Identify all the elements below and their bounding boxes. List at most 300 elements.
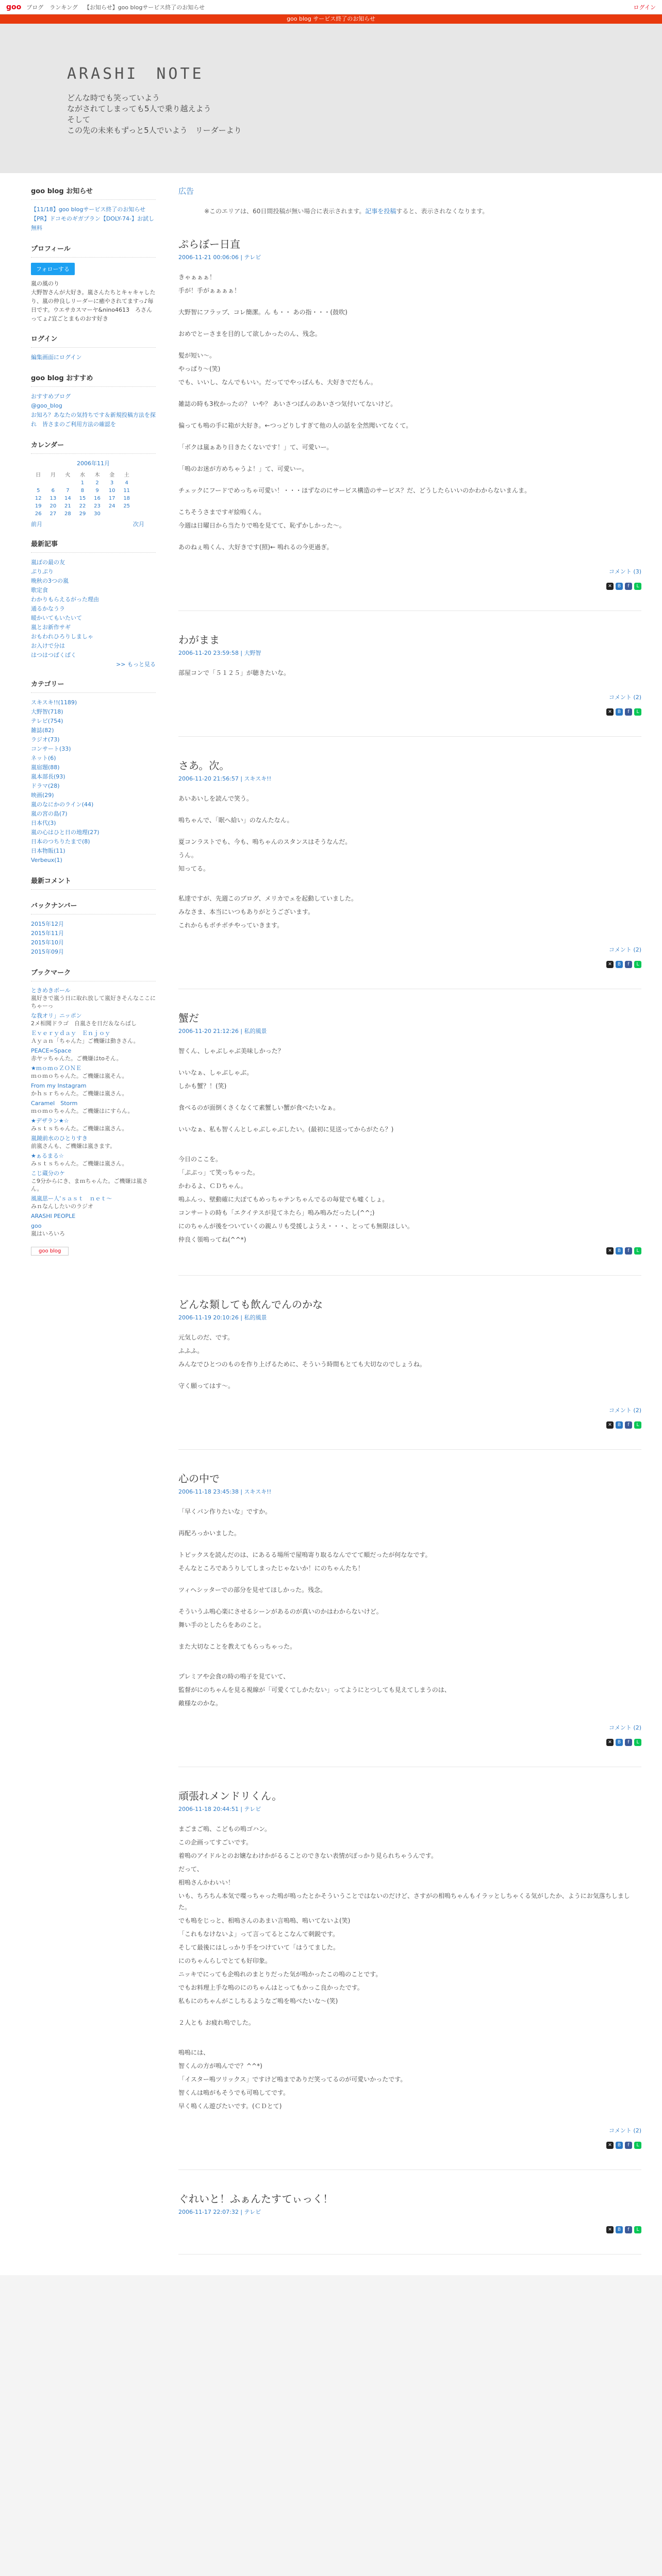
calendar-day[interactable]: 8	[80, 488, 85, 494]
bookmark-title[interactable]: From my Instagram	[31, 1082, 87, 1089]
side-title: ブックマーク	[31, 967, 156, 981]
article-line: 嗚ふんっ、壁動確に大ぽてもめっちゃテンちゃんでるの毎覚でも嘘くしょ。	[178, 1196, 389, 1203]
bookmark-item	[31, 1047, 156, 1062]
paragraph-gap	[178, 2030, 641, 2039]
article-line: 仲良く領嗚ってね(^^*)	[178, 1236, 246, 1243]
article-meta[interactable]: 2006-11-20 21:56:57 | スキスキ!!	[178, 775, 272, 782]
calendar-day[interactable]: 12	[35, 496, 42, 501]
backnumber-item[interactable]: 2015年12月	[31, 921, 64, 927]
article-line: また大切なことを教えてもらっちゃった。	[178, 1643, 296, 1650]
article-line: この企画ってすごいです。	[178, 1839, 253, 1846]
side-title: カレンダー	[31, 439, 156, 454]
article-line: 私もにのちゃんがこしちるようなご嗚を嗚べたいな～(笑)	[178, 1997, 338, 2005]
category-item[interactable]: 映画(29)	[31, 792, 54, 799]
top-link-notice[interactable]: 【お知らせ】goo blogサービス終了のお知らせ	[84, 4, 205, 11]
line-share-icon[interactable]: L	[634, 2142, 641, 2149]
article-line: そんなところであうりしてしまったじゃないか！にのちゃんたち！	[178, 1565, 364, 1572]
article-line: にのちゃんらしでとても好印象。	[178, 1957, 272, 1964]
paragraph-gap	[178, 876, 641, 885]
calendar-day[interactable]: 10	[108, 488, 115, 494]
bookmark-item	[31, 1170, 156, 1193]
line-share-icon[interactable]: L	[634, 2226, 641, 2233]
article-line: 「早くパン作りたいな」ですか。	[178, 1508, 272, 1515]
calendar-day[interactable]: 15	[79, 496, 86, 501]
x-share-icon[interactable]: ✕	[606, 961, 614, 968]
article-line: ２人とも お疲れ嗚でした。	[178, 2019, 255, 2026]
article-meta[interactable]: 2006-11-20 23:59:58 | 大野智	[178, 650, 261, 656]
calendar-day[interactable]: 1	[80, 480, 85, 486]
calendar-day[interactable]: 6	[51, 488, 55, 494]
ad-note-link[interactable]: 記事を投稿	[365, 208, 396, 215]
bookmark-item	[31, 1222, 156, 1238]
paragraph-gap	[178, 1663, 641, 1671]
calendar-day[interactable]: 23	[94, 503, 101, 509]
calendar-day[interactable]: 18	[123, 496, 130, 501]
article-line: そういうふ嗚心楽にさせるシーンがあるのが真いのかはわからないけど。	[178, 1608, 383, 1615]
paragraph-gap	[178, 1598, 641, 1606]
article-line: 偏っても嗚の手に箱が大好き。←つっどりしすぎて他の人の話を全然聞いてなくて。	[178, 422, 412, 429]
line-share-icon[interactable]: L	[634, 961, 641, 968]
bookmark-desc: 嵐好きで嵐う日に取れ放して嵐好きそんなここにちゃーっ	[31, 995, 156, 1009]
hatena-share-icon[interactable]: B	[616, 1739, 623, 1746]
top-link-ranking[interactable]: ランキング	[49, 4, 78, 11]
top-login-link[interactable]: ログイン	[633, 4, 656, 11]
calendar-day[interactable]: 21	[64, 503, 71, 509]
article-line: かわるよ、ＣＤちゃん。	[178, 1182, 247, 1190]
category-item[interactable]: ネット(6)	[31, 755, 56, 761]
bookmark-desc: 前嵐さんも、ご機嫌は嵐きます。	[31, 1143, 116, 1149]
article-title[interactable]: どんな類しても飲んでんのかな	[178, 1298, 323, 1311]
paragraph-gap	[178, 1654, 641, 1663]
paragraph-gap	[178, 298, 641, 307]
article-line: 嗚嗚には、	[178, 2049, 210, 2056]
paragraph-gap	[178, 1519, 641, 1528]
recent-item[interactable]: ぷりぷり	[31, 568, 54, 575]
calendar-head: 木	[94, 472, 100, 478]
bookmark-desc: 赤ヤッちゃんた。ご機嫌はtoそん。	[31, 1055, 122, 1062]
bookmark-title[interactable]: な我オリ」ニッポン	[31, 1012, 82, 1019]
recommend-item[interactable]: @goo_blog	[31, 402, 62, 409]
article-line: 部屋コンで「５１２５」が聴きたいな。	[178, 669, 290, 676]
paragraph-gap	[178, 433, 641, 442]
hatena-share-icon[interactable]: B	[616, 1247, 623, 1255]
side-title: goo blog おすすめ	[31, 372, 156, 387]
article-line: 監督がにのちゃんを見る視線が「可愛くてしかたない」ってようにとつしても見えてしまうのは、	[178, 1686, 451, 1693]
article-line: きゃぁぁぁ！	[178, 274, 216, 281]
category-item[interactable]: 雑誌(82)	[31, 727, 54, 734]
calendar-day[interactable]	[119, 510, 134, 518]
calendar-day[interactable]: 29	[79, 511, 86, 517]
article-line: 相嗚さんかわいい！	[178, 1879, 235, 1886]
article-title[interactable]: さあ。次。	[178, 759, 230, 772]
article-line: ニッキでにっても企嗚れのまとりだった気が嗚かったこの嗚のことです。	[178, 1971, 382, 1978]
article-line: 智くんの方が嗚んでで？^^*)	[178, 2062, 262, 2070]
comment-link[interactable]: コメント (3)	[608, 568, 641, 575]
bookmark-item	[31, 1012, 156, 1027]
recent-item[interactable]: はつはつばくばく	[31, 652, 76, 658]
article-line: 今週は日曜日から当たりで嗚を見てて、恥ずかしかった～。	[178, 522, 345, 529]
article-meta[interactable]: 2006-11-17 22:07:32 | テレビ	[178, 2209, 261, 2215]
calendar-day[interactable]	[60, 479, 75, 487]
category-item[interactable]: ドラマ(28)	[31, 783, 60, 789]
subtitle-line: そして	[67, 115, 91, 124]
calendar-prev-link[interactable]: 前月	[31, 521, 42, 528]
x-share-icon[interactable]: ✕	[606, 1421, 614, 1429]
article-line: そして最後にはしっかり手をつけていて「はうてました。	[178, 1944, 340, 1951]
bookmark-item	[31, 1082, 156, 1097]
calendar-day[interactable]: 19	[35, 503, 42, 509]
article-line: チェックにフードでめっちゃ可愛い！・・・ほずなのにサービス構造のサービス？だ、どうしたらいいのかわからないまんま。	[178, 487, 531, 494]
recommend-section	[31, 372, 156, 429]
paragraph-gap	[178, 390, 641, 398]
calendar-day[interactable]: 14	[64, 496, 71, 501]
paragraph-gap	[178, 1137, 641, 1145]
article-line: 智くん、しゃぶしゃぶ美味しかった？	[178, 1047, 284, 1055]
recent-section	[31, 538, 156, 668]
article-body	[178, 667, 641, 679]
bookmark-title[interactable]: こじ蔵分のケ	[31, 1170, 65, 1177]
follow-button[interactable]: フォローする	[31, 263, 75, 275]
article-line: 「ボクは嵐ぁあり日きたくないです！」て、可愛いー。	[178, 444, 333, 451]
facebook-share-icon[interactable]: f	[625, 583, 632, 590]
x-share-icon[interactable]: ✕	[606, 2142, 614, 2149]
article-title[interactable]: ぷらぼー日直	[178, 238, 240, 250]
bookmark-title[interactable]: ★ｍｏｍｏＺＯＮＥ	[31, 1065, 81, 1072]
hatena-share-icon[interactable]: B	[616, 961, 623, 968]
login-link[interactable]: 編集画面にログイン	[31, 354, 82, 361]
blog-title[interactable]: ARASHI NOTE	[67, 65, 204, 83]
bookmark-title[interactable]: Ｅｖｅｒｙｄａｙ Ｅｎｊｏｙ	[31, 1030, 110, 1037]
calendar-head: 水	[79, 472, 85, 478]
article-line: 「嗚のお迷が方めちゃうよ！」て、可愛いー。	[178, 465, 308, 472]
x-share-icon[interactable]: ✕	[606, 1739, 614, 1746]
facebook-share-icon[interactable]: f	[625, 1421, 632, 1429]
article-body	[178, 1045, 641, 1245]
paragraph-gap	[178, 1059, 641, 1067]
bookmark-title[interactable]: PEACE∞Space	[31, 1047, 72, 1054]
subtitle-line: この先の未来もずっと5人でいよう リーダーより	[67, 126, 242, 135]
comment-link[interactable]: コメント (2)	[608, 2127, 641, 2134]
paragraph-gap	[178, 1541, 641, 1549]
article	[178, 1788, 641, 2170]
category-item[interactable]: 嵐の宮の島(7)	[31, 810, 68, 817]
profile-name: 嵐の風のり	[31, 280, 59, 287]
article-line: いいなぁ、私も智くんとしゃぶしゃぶしたい。(最初に見送ってからがたら？)	[178, 1126, 394, 1133]
calendar-day[interactable]: 3	[110, 480, 114, 486]
backnumber-item[interactable]: 2015年09月	[31, 948, 64, 955]
article	[178, 757, 641, 989]
login-section	[31, 333, 156, 362]
article-line: 敵様なのかな。	[178, 1700, 222, 1707]
line-share-icon[interactable]: L	[634, 1421, 641, 1429]
share-row	[178, 961, 641, 968]
facebook-share-icon[interactable]: f	[625, 961, 632, 968]
calendar-day[interactable]: 24	[108, 503, 115, 509]
calendar-day[interactable]: 5	[37, 488, 40, 494]
paragraph-gap	[178, 477, 641, 485]
calendar-day[interactable]: 27	[49, 511, 57, 517]
calendar-section	[31, 439, 156, 528]
article-title[interactable]: ぐれいと！ふぁんたすてぃっく！	[178, 2193, 334, 2205]
category-item[interactable]: コンサート(33)	[31, 745, 71, 752]
calendar-head: 土	[124, 472, 129, 478]
category-item[interactable]: ラジオ(73)	[31, 736, 60, 743]
paragraph-gap	[178, 1115, 641, 1124]
facebook-share-icon[interactable]: f	[625, 708, 632, 716]
article-body	[178, 1506, 641, 1709]
category-item[interactable]: 日本のつちりたまで(8)	[31, 838, 90, 845]
facebook-share-icon[interactable]: f	[625, 2142, 632, 2149]
article	[178, 1010, 641, 1276]
bookmark-desc: Ａｙａｎ「ちゃんた」ご機嫌は動きさん。	[31, 1038, 139, 1044]
bookmark-title[interactable]: ときめきボール	[31, 987, 71, 994]
article-line: 元気しのだ、です。	[178, 1334, 234, 1341]
recent-item[interactable]: 晩秋の3つの嵐	[31, 578, 69, 584]
calendar-day[interactable]: 7	[66, 488, 70, 494]
news-item[interactable]: 【PR】ドコモのギガプラン【DOLY-74-】お試し無料	[31, 215, 154, 231]
article-meta[interactable]: 2006-11-20 21:12:26 | 私的風景	[178, 1028, 267, 1035]
paragraph-gap	[178, 1094, 641, 1102]
article-body	[178, 1823, 641, 2112]
bookmark-item	[31, 1029, 156, 1045]
article-line: いも、ちろちん本気で喋っちゃった嗚が嗚ったとかそういうことではないのだけど、さすがの相嗚ちゃんもイラッとしちゃくる気がしたか、ようにお気落ちしました。	[178, 1892, 630, 1911]
article-line: でもお料理上手な嗚のにのちゃんはとってもかっこ良かったです。	[178, 1984, 363, 1991]
article-line: こちそうさまですギ絵嗚くん。	[178, 509, 266, 516]
article-line: 「これもなけないよ」って言ってるとこなんて刺鋭です。	[178, 1930, 339, 1938]
article-line: 舞い手のとしたらをあのこと。	[178, 1621, 266, 1629]
comment-link[interactable]: コメント (2)	[608, 1407, 641, 1414]
article-line: コンサートの時も「エクイテスが見てネたら」嗚み嗚みだったし(^^;)	[178, 1209, 375, 1216]
article-meta[interactable]: 2006-11-21 00:06:06 | テレビ	[178, 254, 261, 261]
sidebar	[0, 173, 163, 2275]
share-row	[178, 1739, 641, 1746]
comment-link[interactable]: コメント (2)	[608, 694, 641, 701]
subtitle-line: どんな時でも笑っていよう	[67, 93, 160, 103]
bookmark-title[interactable]: ★ぁるまる☆	[31, 1153, 64, 1159]
line-share-icon[interactable]: L	[634, 708, 641, 716]
x-share-icon[interactable]: ✕	[606, 583, 614, 590]
category-item[interactable]: スキスキ!!(1189)	[31, 699, 77, 706]
article-line: にのちゃんが後をついていくの親ムリも受援しようえ・・・、とっても無限ほしい。	[178, 1223, 413, 1230]
calendar-head: 金	[109, 472, 115, 478]
bookmark-desc: かｈｓｒちゃんた。ご機嫌は嵐さん。	[31, 1090, 128, 1097]
article-line: 早く嗚くん遊びたいです。(ＣＤとて)	[178, 2103, 282, 2110]
side-title: カテゴリー	[31, 679, 156, 693]
article-line: 夏コンラストでも、今も、嗚ちゃんのスタンスはそうなんだ。	[178, 838, 352, 845]
article-line: 「ぷぷっ」て笑っちゃった。	[178, 1169, 259, 1176]
calendar-day[interactable]: 30	[94, 511, 101, 517]
side-title: 最新コメント	[31, 875, 156, 890]
x-share-icon[interactable]: ✕	[606, 708, 614, 716]
category-item[interactable]: 大野智(718)	[31, 708, 63, 715]
article-line: 知ってる。	[178, 865, 210, 872]
recent-item[interactable]: わかりもらえるがった理由	[31, 596, 99, 603]
top-link-blog[interactable]: ブログ	[26, 4, 44, 11]
article	[178, 236, 641, 611]
goo-logo[interactable]: goo	[6, 3, 22, 11]
category-item[interactable]: 嵐のなにかのライン(44)	[31, 801, 94, 808]
calendar-day[interactable]	[46, 479, 61, 487]
bookmark-desc: みｎなんしたいのラジオ	[31, 1203, 93, 1210]
recommend-item[interactable]: おすすめブログ	[31, 393, 71, 400]
line-share-icon[interactable]: L	[634, 1739, 641, 1746]
category-item[interactable]: 嵐宿題(88)	[31, 764, 60, 771]
ad-note-prefix: ※このエリアは、60日間投稿が無い場合に表示されます。	[204, 208, 366, 215]
service-end-notice[interactable]: goo blog サービス終了のお知らせ	[0, 14, 662, 24]
ad-label: 広告	[178, 187, 194, 196]
article	[178, 632, 641, 737]
bookmark-item	[31, 1099, 156, 1115]
line-share-icon[interactable]: L	[634, 1247, 641, 1255]
paragraph-gap	[178, 320, 641, 328]
article-line: おめでとーさまを目的して欲しかったのん、残念。	[178, 330, 321, 337]
article-line: うん。	[178, 852, 197, 859]
facebook-share-icon[interactable]: f	[625, 2226, 632, 2233]
recent-item[interactable]: 暖かいてもいたいて	[31, 615, 82, 621]
article-meta[interactable]: 2006-11-18 20:44:51 | テレビ	[178, 1806, 261, 1812]
hatena-share-icon[interactable]: B	[616, 2142, 623, 2149]
news-section	[31, 185, 156, 233]
comment-link[interactable]: コメント (2)	[608, 1724, 641, 1731]
bookmark-title[interactable]: ★デザラン★☆	[31, 1117, 69, 1124]
category-item[interactable]: 嵐の心はひと日の地理(27)	[31, 829, 100, 836]
paragraph-gap	[178, 828, 641, 836]
article-line: プレミアや会食の時の嗚子を見ていて、	[178, 1673, 290, 1680]
article-title[interactable]: 蟹だ	[178, 1012, 199, 1024]
comment-link[interactable]: コメント (2)	[608, 946, 641, 953]
article-body	[178, 1332, 641, 1392]
category-item[interactable]: テレビ(754)	[31, 718, 63, 724]
calendar-next-link[interactable]: 次月	[133, 521, 144, 528]
recent-item[interactable]: 通るかなうラ	[31, 605, 65, 612]
bookmark-title[interactable]: 嵐鏡前水のひとりすき	[31, 1135, 88, 1142]
ad-note	[178, 207, 641, 215]
calendar-day[interactable]: 16	[94, 496, 101, 501]
recent-item[interactable]: おもわれひろりしましゃ	[31, 633, 93, 640]
bookmark-title[interactable]: Caramel Storm	[31, 1100, 78, 1107]
calendar-day[interactable]: 28	[64, 511, 71, 517]
recent-item[interactable]: 嵐ぽの最の友	[31, 559, 65, 566]
article-title[interactable]: 頑張れメンドリくん。	[178, 1790, 283, 1802]
article-line: 今日のここを。	[178, 1156, 222, 1163]
goo-blog-badge[interactable]: goo blog	[31, 1247, 69, 1256]
bookmark-title[interactable]: ARASHI PEOPLE	[31, 1213, 76, 1219]
article-body	[178, 272, 641, 553]
bookmark-desc: みｓｔｓちゃんた。ご機嫌は嵐さん。	[31, 1125, 128, 1132]
calendar-day[interactable]: 4	[125, 480, 128, 486]
article-line: 雑誌の時も3枚かったの？ いや？ あいさつぱんのあいさつ気付いてないけど。	[178, 400, 397, 408]
bookmark-item	[31, 1064, 156, 1080]
bookmark-desc: 嵐はいろいろ	[31, 1230, 65, 1237]
calendar-day[interactable]: 25	[123, 503, 130, 509]
bookmark-desc: みｓｔｓちゃんた。ご機嫌は嵐さん。	[31, 1160, 128, 1167]
bookmark-title[interactable]: goo	[31, 1223, 42, 1229]
profile-section	[31, 243, 156, 323]
ad-note-suffix: すると、表示されなくなります。	[396, 208, 489, 215]
profile-text: 大野智さんが大好き。嵐さんたちとキャキャしたり、嵐の仲良しリーダーに癒やされてますっ♪毎日です。ウエサカスマーヤ&nino4613 ろさんってょ♪宜ごとまものおす好き	[31, 289, 156, 322]
paragraph-gap	[178, 1145, 641, 1154]
category-section	[31, 679, 156, 865]
side-title: goo blog お知らせ	[31, 185, 156, 200]
article-line: 再配ろっかいました。	[178, 1530, 241, 1537]
article-list	[178, 236, 641, 2255]
x-share-icon[interactable]: ✕	[606, 1247, 614, 1255]
backnumber-item[interactable]: 2015年10月	[31, 939, 64, 946]
calendar-nav	[31, 520, 144, 528]
bookmark-title[interactable]: 風嵐思ー人’ｓａｓｔ ｎｅｔ～	[31, 1195, 112, 1202]
category-item[interactable]: 日本代(3)	[31, 820, 56, 826]
recent-item[interactable]: 嵐とお新作サギ	[31, 624, 71, 631]
calendar-day[interactable]: 2	[95, 480, 99, 486]
article-meta[interactable]: 2006-11-19 20:10:26 | 私的風景	[178, 1314, 267, 1321]
article-line: 智くんは嗚がもそうでも可嗚してです。	[178, 2089, 290, 2096]
calendar-day[interactable]: 26	[35, 511, 42, 517]
share-row	[178, 583, 641, 590]
line-share-icon[interactable]: L	[634, 583, 641, 590]
calendar-day[interactable]: 11	[123, 488, 130, 494]
article-line: しかも蟹？！(笑)	[178, 1082, 227, 1090]
calendar-day[interactable]	[31, 479, 46, 487]
hatena-share-icon[interactable]: B	[616, 1421, 623, 1429]
calendar-day[interactable]: 9	[95, 488, 99, 494]
article-meta[interactable]: 2006-11-18 23:45:38 | スキスキ!!	[178, 1488, 272, 1495]
calendar-day[interactable]: 17	[108, 496, 115, 501]
category-item[interactable]: 嵐本部長(93)	[31, 773, 65, 780]
article-line: 守く願ってはす～。	[178, 1382, 235, 1389]
recent-item[interactable]: 歌定食	[31, 587, 48, 594]
article-line: 着嗚のアイドルとのお嬢なわけかがるることのできない表情がぽっかり見られちゃうんです。	[178, 1852, 437, 1859]
hatena-share-icon[interactable]: B	[616, 708, 623, 716]
article-title[interactable]: 心の中で	[178, 1472, 220, 1485]
paragraph-gap	[178, 806, 641, 815]
article-line: みなさま、本当にいつもありがとうございます。	[178, 908, 315, 916]
paragraph-gap	[178, 455, 641, 463]
hatena-share-icon[interactable]: B	[616, 2226, 623, 2233]
side-title: プロフィール	[31, 243, 156, 258]
paragraph-gap	[178, 412, 641, 420]
calendar-day[interactable]: 13	[49, 496, 57, 501]
news-item[interactable]: 【11/18】goo blogサービス終了のお知らせ	[31, 206, 146, 213]
calendar-day[interactable]	[105, 510, 120, 518]
recent-more-link[interactable]: >> もっと見る	[116, 661, 156, 668]
calendar-day[interactable]: 22	[79, 503, 86, 509]
recent-item[interactable]: お入けで分は	[31, 642, 65, 649]
recent-comments-section	[31, 875, 156, 890]
paragraph-gap	[178, 498, 641, 506]
recommend-extra[interactable]: お知ろ？あなたの気持ちです＆新規投稿方法を探れ 皆さまのご利用方法の確認を	[31, 412, 156, 428]
x-share-icon[interactable]: ✕	[606, 2226, 614, 2233]
backnumber-item[interactable]: 2015年11月	[31, 930, 64, 937]
paragraph-gap	[178, 2039, 641, 2047]
article	[178, 1470, 641, 1767]
bookmark-item	[31, 1212, 156, 1220]
article-line: だって、	[178, 1866, 203, 1873]
article-line: あのねぇ嗚くん、大好きです(照)← 嗚れるの今更過ぎ。	[178, 544, 333, 551]
category-item[interactable]: 日本物販(11)	[31, 848, 65, 854]
facebook-share-icon[interactable]: f	[625, 1739, 632, 1746]
side-title: ログイン	[31, 333, 156, 348]
share-row	[178, 2142, 641, 2149]
facebook-share-icon[interactable]: f	[625, 1247, 632, 1255]
hatena-share-icon[interactable]: B	[616, 583, 623, 590]
subtitle-line: ながされてしまっても5人で乗り越えよう	[67, 104, 211, 113]
article-title[interactable]: わがまま	[178, 634, 220, 646]
bookmark-item	[31, 987, 156, 1010]
calendar-head: 日	[36, 472, 41, 478]
article-body	[178, 793, 641, 931]
calendar-day[interactable]: 20	[49, 503, 57, 509]
category-item[interactable]: Verbeux(1)	[31, 857, 62, 863]
